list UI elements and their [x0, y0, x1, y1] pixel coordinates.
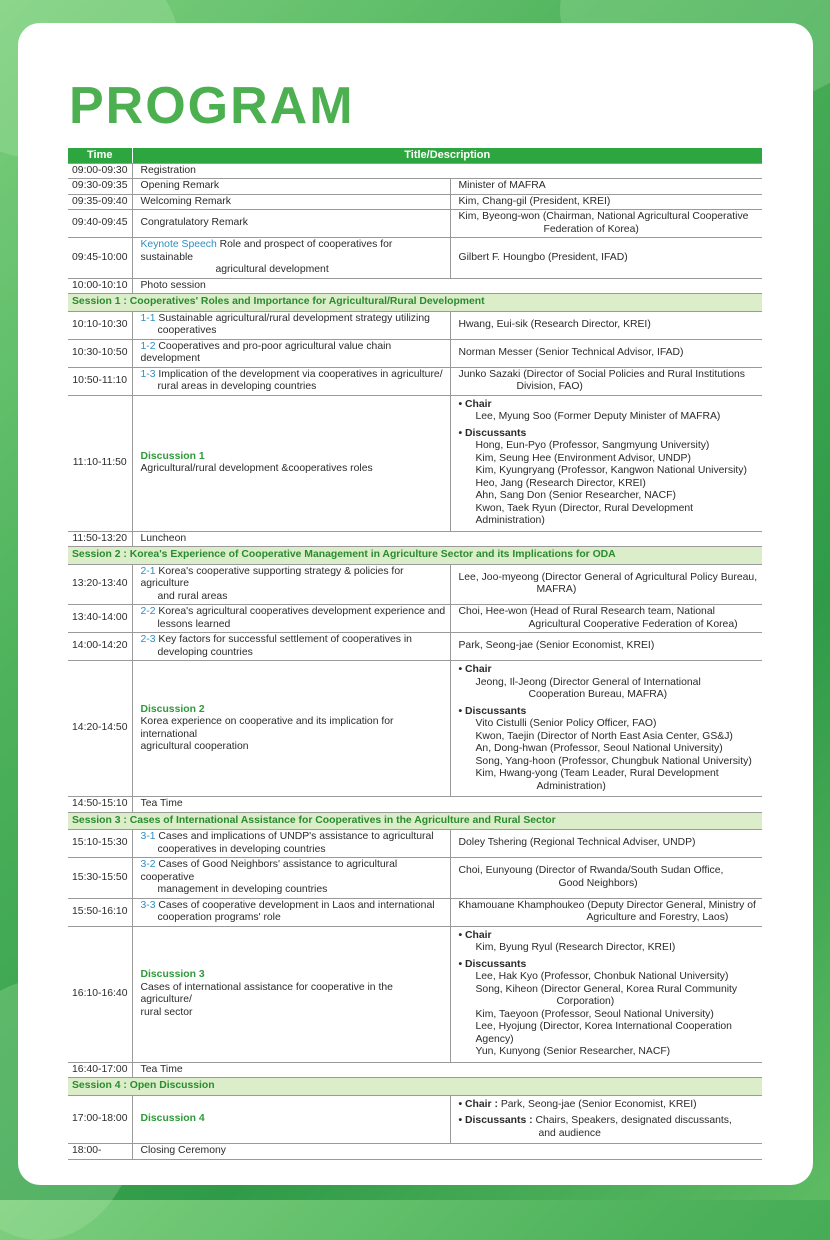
session-header: Session 2 : Korea's Experience of Cooperative Management in Agriculture Sector and its Implications for ODA — [68, 547, 762, 565]
table-row — [68, 797, 762, 813]
title-cell: 2-2 Korea's agricultural cooperatives development experience and lessons learned — [132, 605, 450, 633]
table-row — [68, 163, 762, 179]
time-header: Time — [68, 148, 132, 163]
speaker-cell: • Chair Lee, Myung Soo (Former Deputy Minister of MAFRA) • Discussants Hong, Eun-Pyo (Professor, Sangmyung University) Kim, Seung Hee (Environment Advisor, UNDP) Kim, Kyungryang (Professor, Kangwon National University) Heo, Jang (Research Director, KREI) Ahn, Sang Don (Senior Researcher, NACF) Kwon, Taek Ryun (Director, Rural Development Administration) — [450, 395, 762, 531]
title-cell: Tea Time — [132, 1062, 762, 1078]
title-cell: Closing Ceremony — [132, 1144, 762, 1160]
speaker-cell: Gilbert F. Houngbo (President, IFAD) — [450, 238, 762, 279]
time-cell: 16:40-17:00 — [68, 1062, 132, 1078]
time-cell: 09:00-09:30 — [68, 163, 132, 179]
discussion-row — [68, 926, 762, 1062]
title-cell: 3-3 Cases of cooperative development in Laos and international cooperation programs' role — [132, 898, 450, 926]
time-cell: 10:30-10:50 — [68, 339, 132, 367]
table-row — [68, 858, 762, 899]
title-cell: Keynote Speech Role and prospect of cooperatives for sustainable agricultural development — [132, 238, 450, 279]
title-cell: 2-1 Korea's cooperative supporting strategy & policies for agriculture and rural areas — [132, 564, 450, 605]
table-row — [68, 278, 762, 294]
discussion-row — [68, 661, 762, 797]
speaker-cell: Hwang, Eui-sik (Research Director, KREI) — [450, 311, 762, 339]
session-header: Session 4 : Open Discussion — [68, 1078, 762, 1096]
speaker-cell: • Chair : Park, Seong-jae (Senior Economist, KREI) • Discussants : Chairs, Speakers, designated discussants, and audience — [450, 1095, 762, 1144]
title-cell: Luncheon — [132, 531, 762, 547]
table-row — [68, 194, 762, 210]
title-cell: 2-3 Key factors for successful settlement of cooperatives in developing countries — [132, 633, 450, 661]
title-cell: 1-3 Implication of the development via cooperatives in agriculture/ rural areas in developing countries — [132, 367, 450, 395]
time-cell: 11:10-11:50 — [68, 395, 132, 531]
table-row — [68, 1062, 762, 1078]
title-cell: Registration — [132, 163, 762, 179]
speaker-cell: Kim, Chang-gil (President, KREI) — [450, 194, 762, 210]
time-cell: 14:00-14:20 — [68, 633, 132, 661]
time-cell: 14:50-15:10 — [68, 797, 132, 813]
table-row — [68, 633, 762, 661]
title-cell: Discussion 2 Korea experience on cooperative and its implication for international agricultural cooperation — [132, 661, 450, 797]
time-cell: 15:30-15:50 — [68, 858, 132, 899]
title-cell: Congratulatory Remark — [132, 210, 450, 238]
table-row — [68, 531, 762, 547]
speaker-cell: Junko Sazaki (Director of Social Policies and Rural Institutions Division, FAO) — [450, 367, 762, 395]
discussion-row — [68, 395, 762, 531]
table-row — [68, 179, 762, 195]
title-header: Title/Description — [132, 148, 762, 163]
speaker-cell: Norman Messer (Senior Technical Advisor, IFAD) — [450, 339, 762, 367]
time-cell: 09:35-09:40 — [68, 194, 132, 210]
time-cell: 10:50-11:10 — [68, 367, 132, 395]
title-cell: Discussion 3 Cases of international assistance for cooperative in the agriculture/ rural sector — [132, 926, 450, 1062]
speaker-cell: Doley Tshering (Regional Technical Adviser, UNDP) — [450, 830, 762, 858]
title-cell: Discussion 1 Agricultural/rural development &cooperatives roles — [132, 395, 450, 531]
speaker-cell: Minister of MAFRA — [450, 179, 762, 195]
time-cell: 10:10-10:30 — [68, 311, 132, 339]
time-cell: 15:10-15:30 — [68, 830, 132, 858]
title-cell: 1-1 Sustainable agricultural/rural development strategy utilizing cooperatives — [132, 311, 450, 339]
time-cell: 09:30-09:35 — [68, 179, 132, 195]
program-table — [68, 148, 762, 1160]
table-row — [68, 1144, 762, 1160]
table-row — [68, 311, 762, 339]
speaker-cell: • Chair Jeong, Il-Jeong (Director General of International Cooperation Bureau, MAFRA) • Discussants Vito Cistulli (Senior Policy Officer, FAO) Kwon, Taejin (Director of North East Asia Center, GS&J) An, Dong-hwan (Professor, Seoul National University) Song, Yang-hoon (Professor, Chungbuk National University) Kim, Hwang-yong (Team Leader, Rural Development Administration) — [450, 661, 762, 797]
time-cell: 13:20-13:40 — [68, 564, 132, 605]
title-cell: 1-2 Cooperatives and pro-poor agricultural value chain development — [132, 339, 450, 367]
speaker-cell: Park, Seong-jae (Senior Economist, KREI) — [450, 633, 762, 661]
table-row — [68, 605, 762, 633]
speaker-cell: Khamouane Khamphoukeo (Deputy Director General, Ministry of Agriculture and Forestry, Laos) — [450, 898, 762, 926]
time-cell: 11:50-13:20 — [68, 531, 132, 547]
time-cell: 18:00- — [68, 1144, 132, 1160]
time-cell: 09:40-09:45 — [68, 210, 132, 238]
page-title: PROGRAM — [69, 77, 355, 135]
title-cell: Photo session — [132, 278, 762, 294]
speaker-cell: Choi, Eunyoung (Director of Rwanda/South Sudan Office, Good Neighbors) — [450, 858, 762, 899]
title-cell: Opening Remark — [132, 179, 450, 195]
table-row — [68, 564, 762, 605]
title-cell: 3-1 Cases and implications of UNDP's assistance to agricultural cooperatives in developing countries — [132, 830, 450, 858]
session-header: Session 1 : Cooperatives' Roles and Importance for Agricultural/Rural Development — [68, 294, 762, 312]
time-cell: 13:40-14:00 — [68, 605, 132, 633]
title-cell: Welcoming Remark — [132, 194, 450, 210]
title-cell: Tea Time — [132, 797, 762, 813]
table-row — [68, 367, 762, 395]
speaker-cell: Lee, Joo-myeong (Director General of Agricultural Policy Bureau, MAFRA) — [450, 564, 762, 605]
time-cell: 10:00-10:10 — [68, 278, 132, 294]
table-row — [68, 898, 762, 926]
speaker-cell: • Chair Kim, Byung Ryul (Research Director, KREI) • Discussants Lee, Hak Kyo (Professor, Chonbuk National University) Song, Kiheon (Director General, Korea Rural Community Corporation) Kim, Taeyoon (Professor, Seoul National University) Lee, Hyojung (Director, Korea International Cooperation Agency) Yun, Kunyong (Senior Researcher, NACF) — [450, 926, 762, 1062]
table-header-row — [68, 148, 762, 163]
table-row — [68, 339, 762, 367]
speaker-cell: Kim, Byeong-won (Chairman, National Agricultural Cooperative Federation of Korea) — [450, 210, 762, 238]
time-cell: 16:10-16:40 — [68, 926, 132, 1062]
discussion-row — [68, 1095, 762, 1144]
table-row — [68, 210, 762, 238]
time-cell: 09:45-10:00 — [68, 238, 132, 279]
table-row — [68, 238, 762, 279]
speaker-cell: Choi, Hee-won (Head of Rural Research team, National Agricultural Cooperative Federation of Korea) — [450, 605, 762, 633]
time-cell: 17:00-18:00 — [68, 1095, 132, 1144]
time-cell: 15:50-16:10 — [68, 898, 132, 926]
title-cell: 3-2 Cases of Good Neighbors' assistance to agricultural cooperative management in developing countries — [132, 858, 450, 899]
title-cell: Discussion 4 — [132, 1095, 450, 1144]
time-cell: 14:20-14:50 — [68, 661, 132, 797]
session-header: Session 3 : Cases of International Assistance for Cooperatives in the Agriculture and Rural Sector — [68, 812, 762, 830]
program-card — [18, 23, 813, 1185]
table-row — [68, 830, 762, 858]
